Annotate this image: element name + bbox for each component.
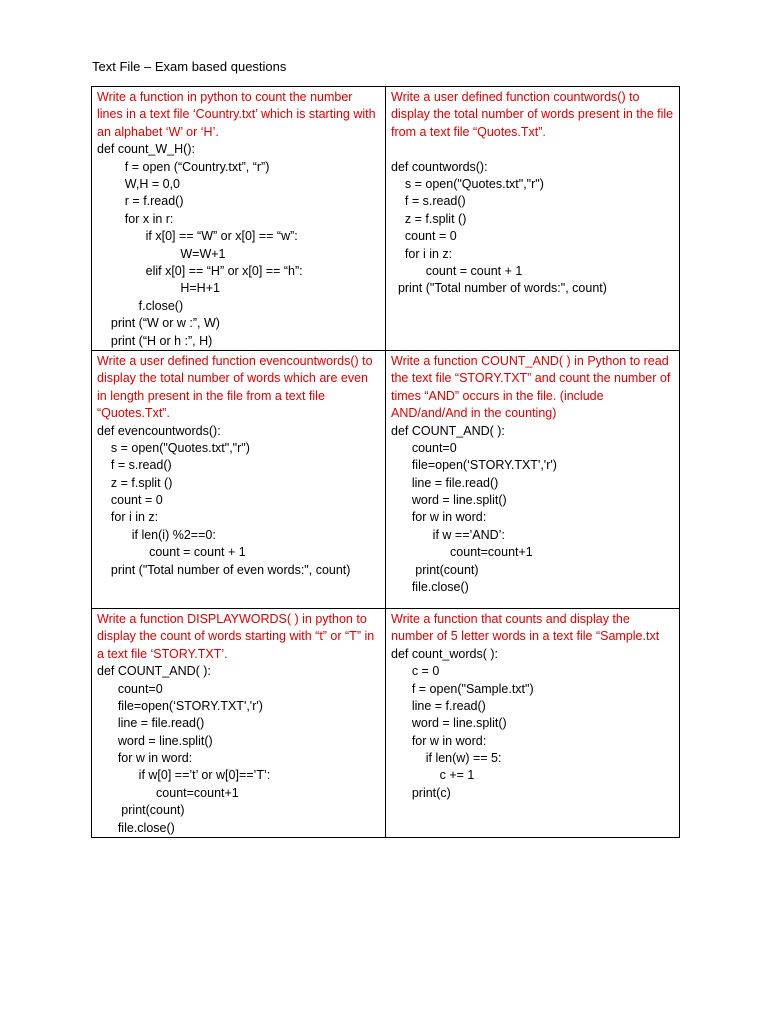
code-block <box>391 141 674 298</box>
code-line: for x in r: <box>97 211 174 226</box>
question-text: Write a function DISPLAYWORDS( ) in python to display the count of words starting with “t” or “T” in a text file ‘STORY.TXT’. <box>97 611 375 661</box>
code-line: if len(i) %2==0: <box>97 527 216 542</box>
code-line: if w[0] ==’t’ or w[0]==’T’: <box>97 768 271 783</box>
code-line: count = count + 1 <box>391 263 523 278</box>
question-text: Write a function that counts and display the number of 5 letter words in a text file “Sample.txt <box>391 611 660 644</box>
code-line: count=count+1 <box>97 785 239 800</box>
code-line: def count_W_H(): <box>97 142 195 157</box>
code-line: f.close() <box>97 298 184 313</box>
code-block <box>97 423 380 580</box>
code-line: W=W+1 <box>97 246 226 261</box>
code-line: s = open("Quotes.txt","r") <box>97 440 250 455</box>
code-line: c += 1 <box>391 768 475 783</box>
question-grid <box>91 86 680 838</box>
question-cell <box>386 608 680 837</box>
code-line: for i in z: <box>97 510 159 525</box>
question-text: Write a function in python to count the number lines in a text file ‘Country.txt’ which is starting with an alphabet ‘W’ or ‘H’. <box>97 90 376 139</box>
code-line: z = f.split () <box>391 211 467 226</box>
code-line: file=open(‘STORY.TXT','r') <box>97 698 263 713</box>
code-line: print (“H or h :”, H) <box>97 333 213 348</box>
code-line: H=H+1 <box>97 281 220 296</box>
code-line: W,H = 0,0 <box>97 177 181 191</box>
grid-row <box>92 350 680 608</box>
code-line: r = f.read() <box>97 194 184 209</box>
page-heading: Text File – Exam based questions <box>92 59 287 74</box>
question-text: Write a user defined function countwords() to display the total number of words present in the file from a text file “Quotes.Txt”. <box>391 90 674 139</box>
code-line: def COUNT_AND( ): <box>97 664 211 679</box>
code-line: print(count) <box>391 562 479 577</box>
code-line: print ("Total number of words:", count) <box>391 281 607 296</box>
code-line: print ("Total number of even words:", count) <box>97 562 351 577</box>
code-line: def evencountwords(): <box>97 423 221 438</box>
code-line: for i in z: <box>391 246 453 261</box>
code-line: file.close() <box>391 580 469 595</box>
code-line: print(count) <box>97 803 185 818</box>
code-line: f = s.read() <box>391 194 466 209</box>
code-line: z = f.split () <box>97 475 173 490</box>
code-line: print (“W or w :”, W) <box>97 316 220 331</box>
question-cell <box>92 608 386 837</box>
code-line: s = open("Quotes.txt","r") <box>391 177 544 191</box>
code-line: word = line.split() <box>391 716 507 731</box>
code-line: count=0 <box>97 681 163 696</box>
code-block <box>391 646 674 803</box>
code-line <box>391 141 674 158</box>
code-line: count = 0 <box>97 493 163 508</box>
code-line: line = f.read() <box>391 698 486 713</box>
code-line: for w in word: <box>391 510 487 525</box>
code-line: line = file.read() <box>97 716 205 731</box>
question-text: Write a user defined function evencountwords() to display the total number of words which are even in length present in the file from a text file “Quotes.Txt”. <box>97 353 373 421</box>
code-line: for w in word: <box>391 733 487 748</box>
code-line: line = file.read() <box>391 475 499 490</box>
code-line: count=0 <box>391 440 457 455</box>
code-line: def count_words( ): <box>391 646 498 661</box>
code-line: if len(w) == 5: <box>391 751 502 766</box>
code-line: def countwords(): <box>391 159 488 174</box>
question-cell <box>92 350 386 608</box>
code-line: count = 0 <box>391 229 457 244</box>
code-line: f = s.read() <box>97 458 172 473</box>
code-line: if x[0] == “W” or x[0] == “w”: <box>97 229 298 244</box>
grid-row <box>92 608 680 837</box>
code-line: def COUNT_AND( ): <box>391 423 505 438</box>
code-block <box>97 141 380 350</box>
code-line: elif x[0] == “H” or x[0] == “h”: <box>97 263 303 278</box>
code-block <box>391 423 674 597</box>
code-line: count = count + 1 <box>97 545 246 560</box>
code-line: if w ==’AND’: <box>391 527 505 542</box>
code-line: file=open(‘STORY.TXT','r') <box>391 458 557 473</box>
question-cell <box>386 87 680 351</box>
code-line: word = line.split() <box>391 493 507 508</box>
code-line: f = open (“Country.txt”, “r”) <box>97 159 270 174</box>
code-line: print(c) <box>391 785 451 800</box>
grid-row <box>92 87 680 351</box>
question-cell <box>92 87 386 351</box>
code-block <box>97 663 380 837</box>
code-line: count=count+1 <box>391 545 533 560</box>
code-line: word = line.split() <box>97 733 213 748</box>
code-line: c = 0 <box>391 664 440 679</box>
question-cell <box>386 350 680 608</box>
code-line: file.close() <box>97 820 175 835</box>
code-line: f = open("Sample.txt") <box>391 681 534 696</box>
question-text: Write a function COUNT_AND( ) in Python to read the text file “STORY.TXT” and count the number of times “AND” occurs in the file. (include AND/and/And in the counting) <box>391 353 671 421</box>
code-line: for w in word: <box>97 751 193 766</box>
